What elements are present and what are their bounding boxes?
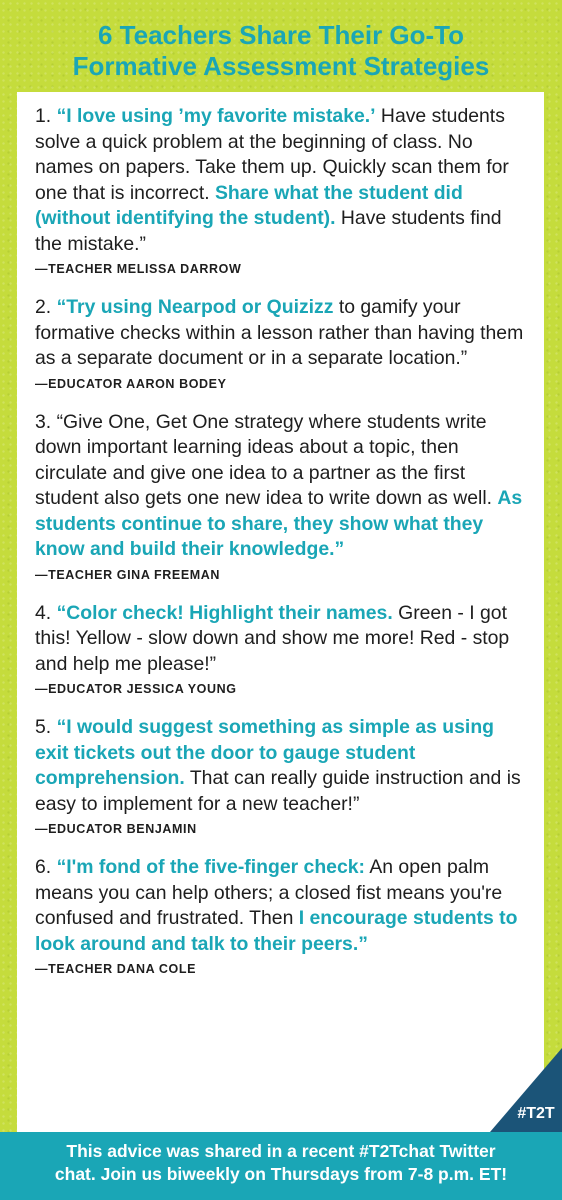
quote-highlight: “I love using ’my favorite mistake.’ — [56, 105, 376, 127]
quote-number: 3. — [35, 410, 57, 433]
quote-item-4 — [35, 601, 526, 697]
quote-item-5 — [35, 715, 526, 836]
quote-attribution: —EDUCATOR JESSICA YOUNG — [35, 682, 237, 696]
quote-highlight: “Color check! Highlight their names. — [56, 601, 393, 624]
title-line-2: Formative Assessment Strategies — [72, 51, 490, 81]
quote-item-6 — [35, 855, 526, 976]
quote-number: 1. — [35, 105, 57, 127]
quote-text — [35, 295, 526, 372]
quote-attribution: —EDUCATOR AARON BODEY — [35, 376, 227, 391]
footer-line-2: chat. Join us biweekly on Thursdays from 7-8 p.m. ET! — [54, 1164, 508, 1184]
quote-number: 4. — [35, 601, 57, 624]
quote-attribution: —TEACHER MELISSA DARROW — [35, 262, 242, 276]
quote-highlight: As students continue to share, they show what they know and build their knowledge.” — [35, 487, 523, 560]
quote-attribution: —TEACHER GINA FREEMAN — [35, 567, 221, 582]
quote-body: An open palm means you can help others; a closed fist means you're confused and frustrated. Then — [35, 856, 503, 929]
quote-body: Green - I got this! Yellow - slow down and show me more! Red - stop and help me please!” — [35, 601, 510, 675]
quote-highlight: “I would suggest something as simple as using exit tickets out the door to gauge student comprehension. — [35, 716, 495, 789]
quote-body: to gamify your formative checks within a lesson rather than having them as a separate document or in a separate location.” — [35, 296, 524, 369]
quote-body: “Give One, Get One strategy where students write down important learning ideas about a topic, then circulate and give one idea to a partner as the first student also gets one new idea to write down as well. — [35, 410, 498, 509]
quote-body: Have students find the mistake.” — [35, 207, 502, 255]
quote-attribution: —EDUCATOR BENJAMIN — [35, 822, 197, 836]
footer-banner — [0, 1132, 562, 1200]
page-title — [0, 20, 562, 82]
quote-item-2 — [35, 295, 526, 391]
quote-text — [35, 104, 526, 257]
quote-item-1 — [35, 104, 526, 276]
quote-highlight: I encourage students to look around and talk to their peers.” — [35, 907, 518, 955]
quote-highlight: Share what the student did (without identifying the student). — [35, 181, 463, 229]
quote-text — [35, 715, 526, 817]
quotes-card — [17, 92, 544, 1132]
quote-text — [35, 410, 526, 563]
quote-body: Have students solve a quick problem at the beginning of class. No names on papers. Take them up. Quickly scan them for one that is incorrect. — [35, 105, 509, 204]
hashtag-badge: #T2T — [517, 1105, 555, 1122]
footer-line-1: This advice was shared in a recent #T2Tchat Twitter — [66, 1141, 496, 1161]
quote-highlight: “I'm fond of the five-finger check: — [56, 856, 365, 878]
quote-number: 6. — [35, 856, 57, 878]
title-line-1: 6 Teachers Share Their Go-To — [97, 20, 465, 50]
quote-text — [35, 601, 526, 678]
quote-number: 5. — [35, 716, 57, 738]
quote-item-3 — [35, 410, 526, 582]
quote-highlight: “Try using Nearpod or Quizizz — [56, 296, 334, 318]
quote-attribution: —TEACHER DANA COLE — [35, 962, 197, 976]
quote-text — [35, 855, 526, 957]
quote-body: That can really guide instruction and is easy to implement for a new teacher!” — [35, 767, 521, 815]
quote-number: 2. — [35, 296, 57, 318]
